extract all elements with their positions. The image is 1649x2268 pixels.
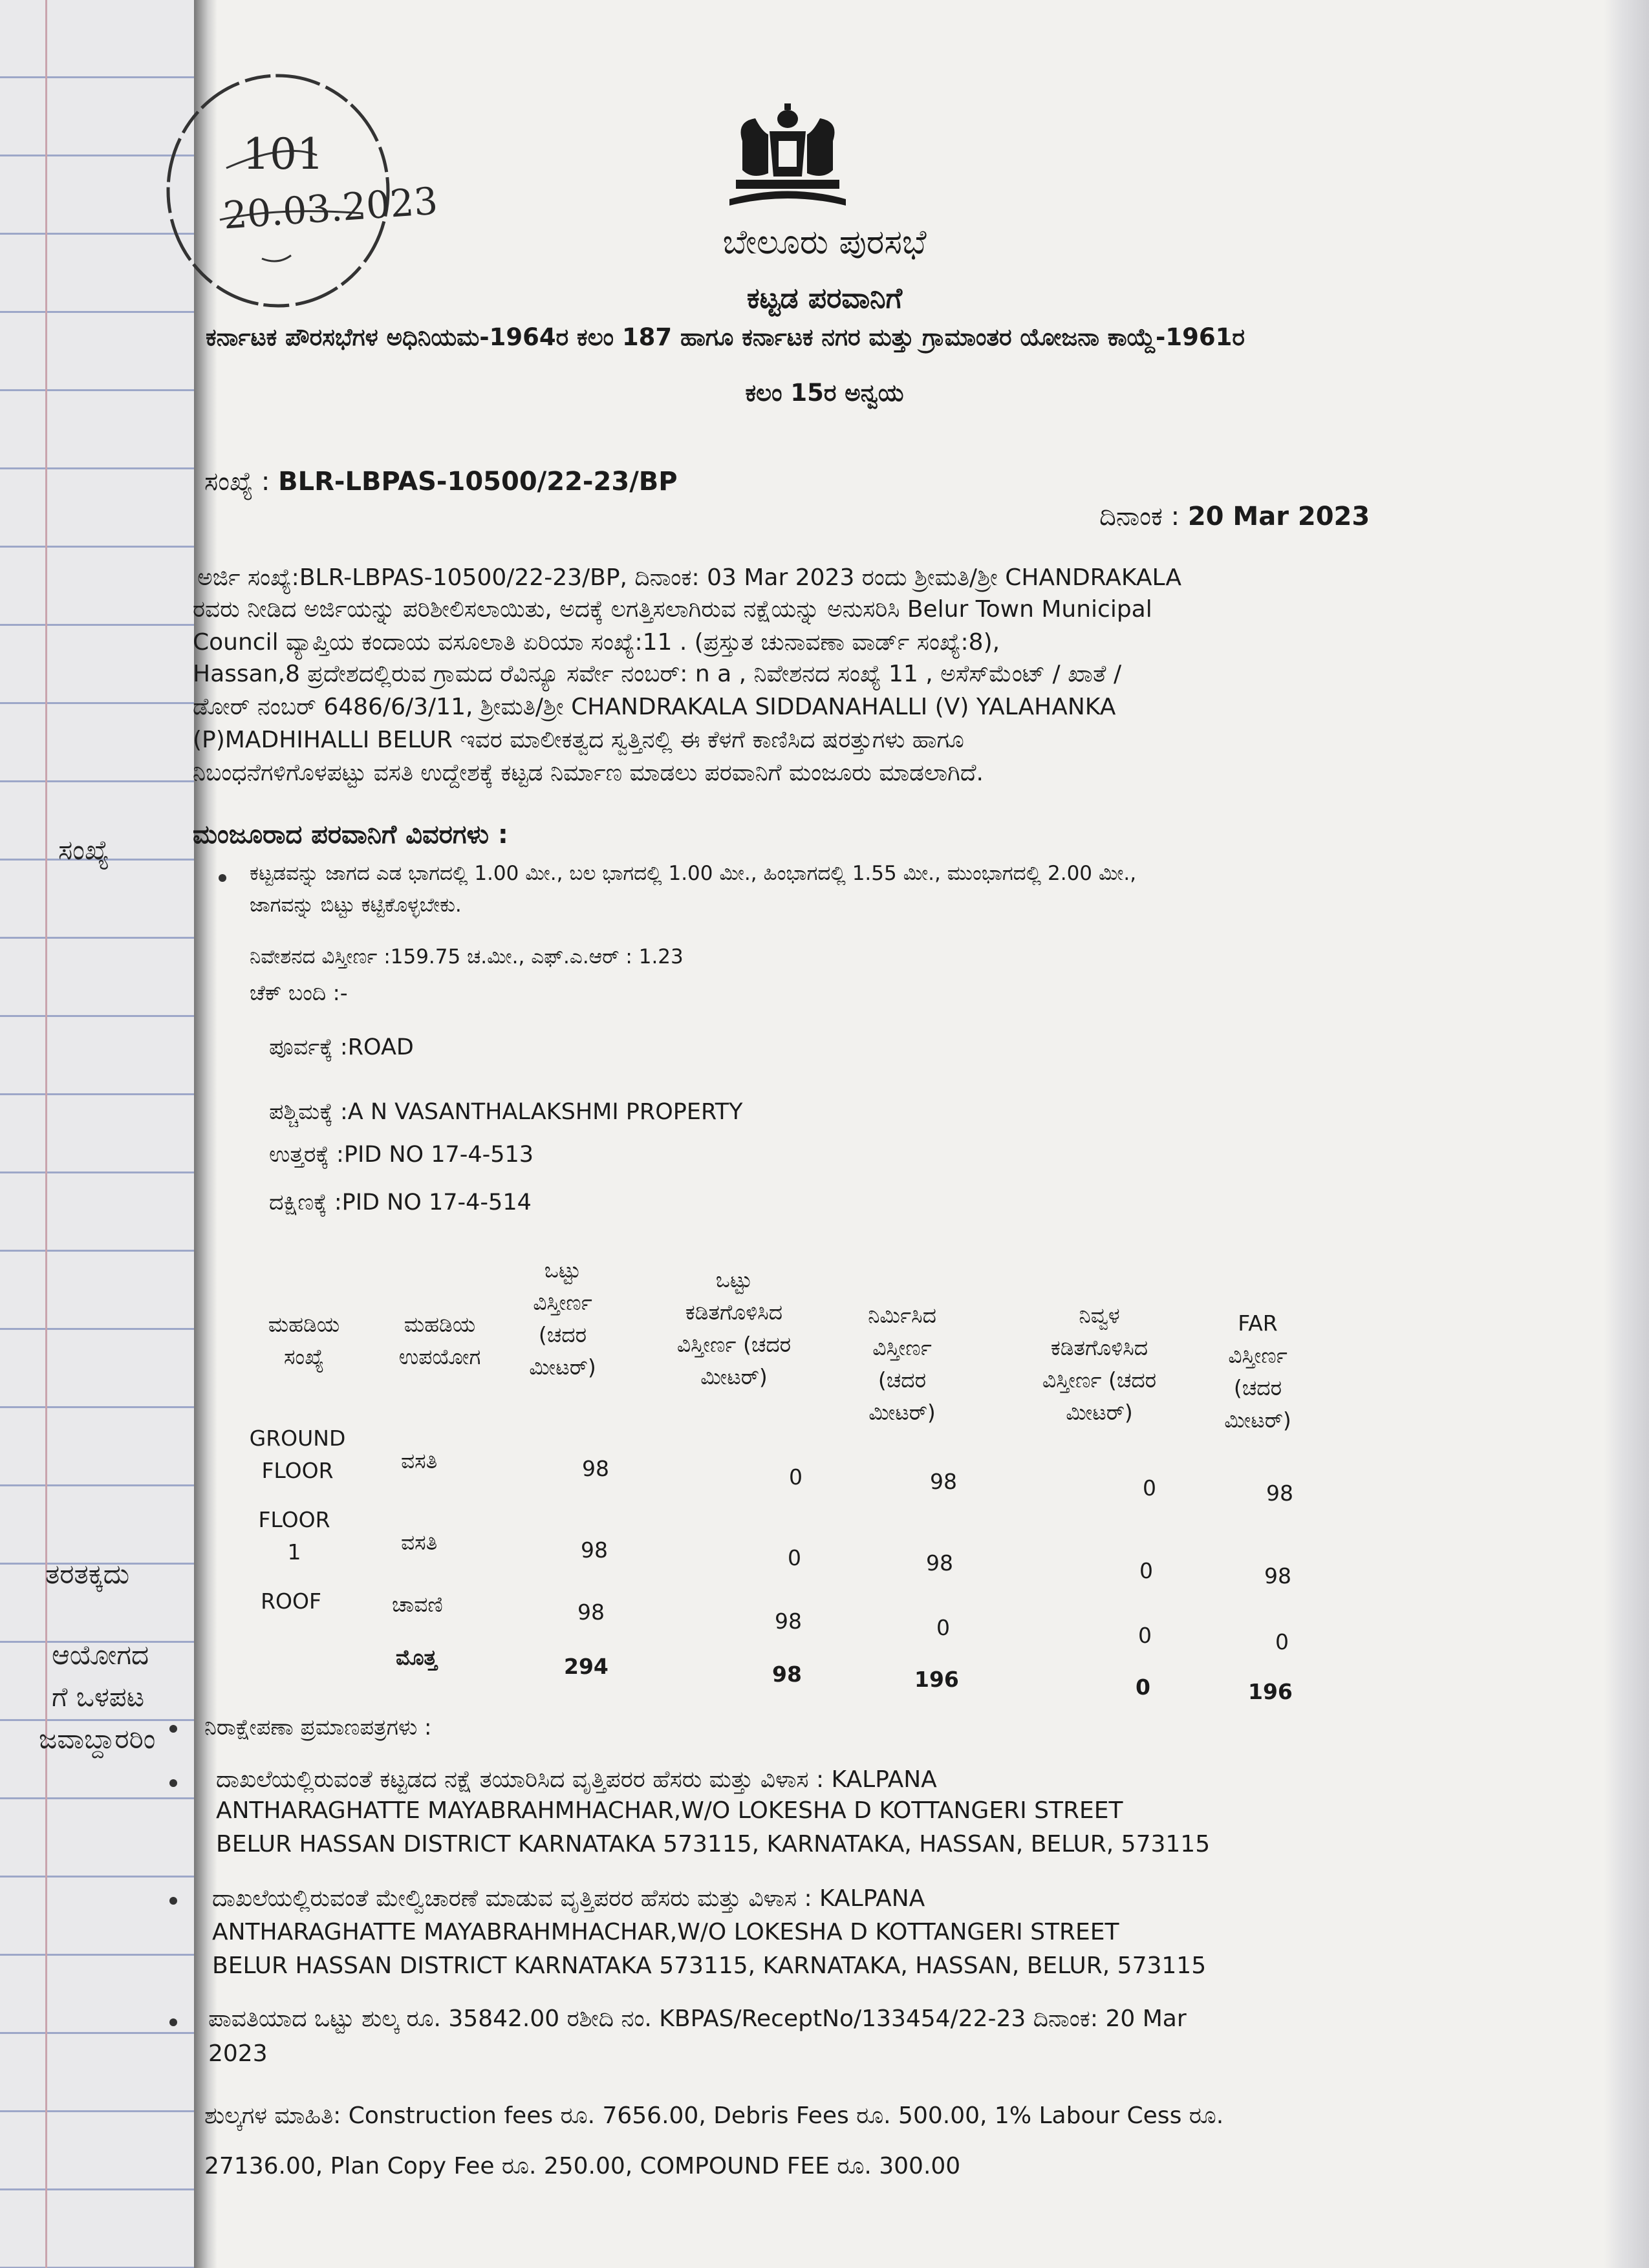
table-cell-value: 98 xyxy=(775,1609,802,1634)
karnataka-emblem-icon xyxy=(723,96,852,212)
table-cell-value: 0 xyxy=(936,1615,950,1640)
table-cell-value: 98 xyxy=(1266,1481,1293,1506)
table-header: ಒಟ್ಟು ಕಡಿತಗೊಳಿಸಿದ ವಿಸ್ತೀರ್ಣ (ಚದರ ಮೀಟರ್) xyxy=(676,1267,792,1389)
designer-details: BELUR HASSAN DISTRICT KARNATAKA 573115, KARNATAKA, HASSAN, BELUR, 573115 xyxy=(216,1831,1211,1857)
body-line: Council ವ್ಯಾಪ್ತಿಯ ಕಂದಾಯ ವಸೂಲಾತಿ ಏರಿಯಾ ಸಂಖ್ಯೆ:11 . (ಪ್ರಸ್ತುತ ಚುನಾವಣಾ ವಾರ್ಡ್ ಸಂಖ್ಯೆ:8), xyxy=(193,629,1000,656)
table-total-value: 294 xyxy=(564,1654,609,1679)
table-total-value: 0 xyxy=(1136,1674,1150,1700)
permit-number-value: BLR-LBPAS-10500/22-23/BP xyxy=(278,467,678,497)
designer-details: ದಾಖಲೆಯಲ್ಲಿರುವಂತೆ ಕಟ್ಟಡದ ನಕ್ಷೆ ತಯಾರಿಸಿದ ವೃತ್ತಿಪರರ ಹೆಸರು ಮತ್ತು ವಿಳಾಸ : KALPANA xyxy=(216,1766,937,1793)
supervisor-details: BELUR HASSAN DISTRICT KARNATAKA 573115, KARNATAKA, HASSAN, BELUR, 573115 xyxy=(212,1952,1207,1979)
table-cell-value: 0 xyxy=(788,1545,801,1570)
document-title: ಕಟ್ಟಡ ಪರವಾನಿಗೆ xyxy=(746,282,903,315)
table-cell-value: 0 xyxy=(1143,1475,1156,1501)
table-cell-value: 98 xyxy=(582,1456,609,1481)
body-line: (P)MADHIHALLI BELUR ಇವರ ಮಾಲೀಕತ್ವದ ಸ್ವತ್ತಿನಲ್ಲಿ ಈ ಕೆಳಗೆ ಕಾಣಿಸಿದ ಷರತ್ತುಗಳು ಹಾಗೂ xyxy=(193,727,964,753)
bullet xyxy=(169,1779,177,1787)
site-area: ನಿವೇಶನದ ವಿಸ್ತೀರ್ಣ :159.75 ಚ.ಮೀ., ಎಫ್.ಎ.ಆರ್ : 1.23 xyxy=(250,945,684,968)
table-cell-value: 0 xyxy=(1138,1623,1152,1648)
bullet xyxy=(219,874,226,882)
table-total-value: 196 xyxy=(1248,1679,1293,1704)
table-total-value: 98 xyxy=(772,1662,802,1687)
designer-details: ANTHARAGHATTE MAYABRAHMHACHAR,W/O LOKESHA D KOTTANGERI STREET xyxy=(216,1797,1123,1824)
details-heading: ಮಂಜೂರಾದ ಪರವಾನಿಗೆ ವಿವರಗಳು : xyxy=(193,820,508,850)
table-header: FAR ವಿಸ್ತೀರ್ಣ (ಚದರ ಮೀಟರ್) xyxy=(1224,1311,1291,1433)
table-header: ನಿವ್ವಳ ಕಡಿತಗೊಳಿಸಿದ ವಿಸ್ತೀರ್ಣ (ಚದರ ಮೀಟರ್) xyxy=(1042,1303,1157,1425)
page-right-edge xyxy=(1604,0,1649,2268)
body-line: ಡೋರ್ ನಂಬರ್ 6486/6/3/11, ಶ್ರೀಮತಿ/ಶ್ರೀ CHANDRAKALA SIDDANAHALLI (V) YALAHANKA xyxy=(193,694,1116,720)
boundary-heading: ಚೆಕ್ ಬಂದಿ :- xyxy=(250,980,348,1005)
stamp-number: 101 xyxy=(242,129,324,179)
bullet xyxy=(169,2018,177,2026)
table-cell-value: 98 xyxy=(1264,1563,1291,1589)
supervisor-details: ANTHARAGHATTE MAYABRAHMHACHAR,W/O LOKESHA D KOTTANGERI STREET xyxy=(212,1919,1119,1945)
permit-number-label: ಸಂಖ್ಯೆ : xyxy=(204,467,270,497)
permit-date xyxy=(1099,502,1370,531)
fee-paid: ಪಾವತಿಯಾದ ಒಟ್ಟು ಶುಲ್ಕ ರೂ. 35842.00 ರಶೀದಿ ನಂ. KBPAS/ReceptNo/133454/22-23 ದಿನಾಂಕ: 20 Mar xyxy=(208,2006,1187,2032)
fee-paid: 2023 xyxy=(208,2040,268,2067)
body-line: ನಿಬಂಧನೆಗಳಿಗೊಳಪಟ್ಟು ವಸತಿ ಉದ್ದೇಶಕ್ಕೆ ಕಟ್ಟಡ ನಿರ್ಮಾಣ ಮಾಡಲು ಪರವಾನಿಗೆ ಮಂಜೂರು ಮಾಡಲಾಗಿದೆ. xyxy=(193,760,984,786)
table-cell-value: 0 xyxy=(1139,1558,1153,1583)
table-cell-use: ವಸತಿ xyxy=(401,1448,438,1473)
table-cell-value: 98 xyxy=(577,1599,605,1625)
permit-date-value: 20 Mar 2023 xyxy=(1187,502,1370,531)
boundary-south: ದಕ್ಷಿಣಕ್ಕೆ :PID NO 17-4-514 xyxy=(269,1190,532,1215)
notebook-margin-line xyxy=(45,0,47,2268)
notebook-fragment: ಸಂಖ್ಯೆ xyxy=(58,834,109,866)
boundary-north: ಉತ್ತರಕ್ಕೆ :PID NO 17-4-513 xyxy=(269,1142,534,1168)
table-total-value: 196 xyxy=(914,1667,959,1692)
table-header: ಒಟ್ಟು ವಿಸ್ತೀರ್ಣ (ಚದರ ಮೀಟರ್) xyxy=(529,1257,596,1380)
notebook-fragment: ಗೆ ಒಳಪಟ xyxy=(52,1681,145,1713)
act-reference-line: ಕರ್ನಾಟಕ ಪೌರಸಭೆಗಳ ಅಧಿನಿಯಮ-1964ರ ಕಲಂ 187 ಹಾಗೂ ಕರ್ನಾಟಕ ನಗರ ಮತ್ತು ಗ್ರಾಮಾಂತರ ಯೋಜನಾ ಕಾಯ್ದೆ-1961ರ xyxy=(206,323,1245,351)
fee-details: ಶುಲ್ಕಗಳ ಮಾಹಿತಿ: Construction fees ರೂ. 7656.00, Debris Fees ರೂ. 500.00, 1% Labour Cess ರೂ. xyxy=(204,2102,1224,2129)
office-stamp xyxy=(149,58,440,317)
body-line: ಅರ್ಜಿ ಸಂಖ್ಯೆ:BLR-LBPAS-10500/22-23/BP, ದಿನಾಂಕ: 03 Mar 2023 ರಂದು ಶ್ರೀಮತಿ/ಶ್ರೀ CHANDRAKALA xyxy=(197,564,1181,591)
notebook-fragment: ತರತಕ್ಕದು xyxy=(45,1558,130,1590)
table-cell-value: 0 xyxy=(1275,1629,1289,1654)
body-line: ರವರು ನೀಡಿದ ಅರ್ಜಿಯನ್ನು ಪರಿಶೀಲಿಸಲಾಯಿತು, ಅದಕ್ಕೆ ಲಗತ್ತಿಸಲಾಗಿರುವ ನಕ್ಷೆಯನ್ನು ಅನುಸರಿಸಿ Belur Town Municipal xyxy=(193,596,1152,623)
boundary-east: ಪೂರ್ವಕ್ಕೆ :ROAD xyxy=(269,1034,414,1060)
table-total-label: ಮೊತ್ತ xyxy=(396,1645,437,1670)
bullet xyxy=(169,1725,177,1733)
background-notebook xyxy=(0,0,215,2268)
notebook-fragment: ಜವಾಬ್ದಾರರಿಂ xyxy=(39,1723,156,1755)
setback-text: ಕಟ್ಟಡವನ್ನು ಜಾಗದ ಎಡ ಭಾಗದಲ್ಲಿ 1.00 ಮೀ., ಬಲ ಭಾಗದಲ್ಲಿ 1.00 ಮೀ., ಹಿಂಭಾಗದಲ್ಲಿ 1.55 ಮೀ., ಮುಂಭಾಗದಲ್ಲಿ 2.00 ಮೀ., xyxy=(250,862,1137,885)
bullet xyxy=(169,1897,177,1905)
permit-date-label: ದಿನಾಂಕ : xyxy=(1099,502,1180,531)
act-reference-line: ಕಲಂ 15ರ ಅನ್ವಯ xyxy=(745,379,904,407)
table-cell-value: 98 xyxy=(930,1469,957,1494)
setback-text: ಜಾಗವನ್ನು ಬಿಟ್ಟು ಕಟ್ಟಿಕೊಳ್ಳಬೇಕು. xyxy=(250,893,462,917)
supervisor-details: ದಾಖಲೆಯಲ್ಲಿರುವಂತೆ ಮೇಲ್ವಿಚಾರಣೆ ಮಾಡುವ ವೃತ್ತಿಪರರ ಹೆಸರು ಮತ್ತು ವಿಳಾಸ : KALPANA xyxy=(212,1885,925,1912)
table-cell-floor: GROUND FLOOR xyxy=(249,1426,346,1483)
notebook-fragment: ಆಯೋಗದ xyxy=(52,1639,149,1671)
noc-heading: ನಿರಾಕ್ಷೇಪಣಾ ಪ್ರಮಾಣಪತ್ರಗಳು : xyxy=(204,1715,432,1740)
fee-details: 27136.00, Plan Copy Fee ರೂ. 250.00, COMPOUND FEE ರೂ. 300.00 xyxy=(204,2153,961,2179)
municipality-name: ಬೇಲೂರು ಪುರಸಭೆ xyxy=(722,223,927,262)
table-cell-value: 0 xyxy=(789,1464,803,1490)
table-cell-use: ಚಾವಣಿ xyxy=(392,1592,443,1617)
permit-number xyxy=(204,467,678,497)
table-cell-value: 98 xyxy=(926,1550,953,1576)
table-header: ಮಹಡಿಯ ಸಂಖ್ಯೆ xyxy=(268,1312,340,1369)
body-line: Hassan,8 ಪ್ರದೇಶದಲ್ಲಿರುವ ಗ್ರಾಮದ ರೆವಿನ್ಯೂ ಸರ್ವೇ ನಂಬರ್: n a , ನಿವೇಶನದ ಸಂಖ್ಯೆ 11 , ಅಸೆಸ್‌ಮೆಂಟ್ / ಖಾತೆ / xyxy=(193,661,1122,687)
stamp-date: 20.03.2023 xyxy=(222,178,440,238)
table-cell-floor: ROOF xyxy=(261,1589,321,1614)
table-header: ನಿರ್ಮಿಸಿದ ವಿಸ್ತೀರ್ಣ (ಚದರ ಮೀಟರ್) xyxy=(868,1303,936,1425)
table-header: ಮಹಡಿಯ ಉಪಯೋಗ xyxy=(398,1312,481,1369)
table-cell-value: 98 xyxy=(581,1537,608,1563)
table-cell-floor: FLOOR 1 xyxy=(258,1507,330,1565)
table-cell-use: ವಸತಿ xyxy=(401,1530,438,1555)
boundary-west: ಪಶ್ಚಿಮಕ್ಕೆ :A N VASANTHALAKSHMI PROPERTY xyxy=(269,1099,743,1125)
